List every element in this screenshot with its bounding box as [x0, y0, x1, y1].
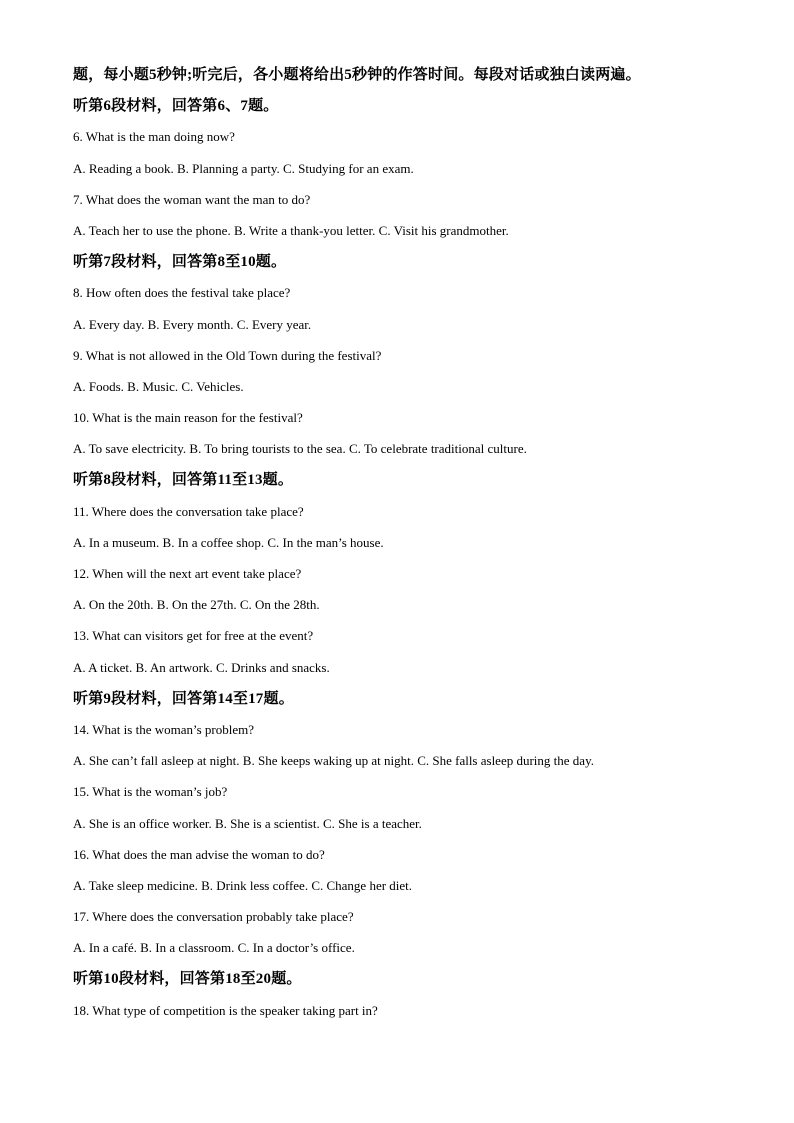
question-text: 16. What does the man advise the woman to do? — [73, 846, 325, 862]
answer-options: A. She is an office worker. B. She is a scientist. C. She is a teacher. — [73, 815, 422, 831]
question-text: 11. Where does the conversation take place? — [73, 503, 304, 519]
question-text: 15. What is the woman’s job? — [73, 784, 228, 800]
answer-options: A. Foods. B. Music. C. Vehicles. — [73, 378, 244, 394]
question-text: 14. What is the woman’s problem? — [73, 721, 255, 737]
answer-options: A. Every day. B. Every month. C. Every year. — [73, 316, 312, 332]
section-heading: 听第8段材料，回答第11至13题。 — [73, 472, 294, 489]
answer-options: A. Take sleep medicine. B. Drink less coffee. C. Change her diet. — [73, 877, 413, 893]
answer-options: A. In a café. B. In a classroom. C. In a doctor’s office. — [73, 940, 355, 956]
question-text: 12. When will the next art event take place? — [73, 566, 302, 581]
question-text: 17. Where does the conversation probably take place? — [73, 909, 354, 925]
section-heading: 听第10段材料，回答第18至20题。 — [73, 971, 302, 988]
answer-options: A. On the 20th. B. On the 27th. C. On the 28th. — [73, 597, 320, 613]
answer-options: A. In a museum. B. In a coffee shop. C. In the man’s house. — [73, 534, 384, 550]
question-text: 18. What type of competition is the speaker taking part in? — [73, 1002, 378, 1018]
answer-options: A. To save electricity. B. To bring tourists to the sea. C. To celebrate traditional culture. — [73, 441, 527, 457]
answer-options: A. She can’t fall asleep at night. B. She keeps waking up at night. C. She falls asleep during the day. — [73, 753, 594, 769]
question-text: 8. How often does the festival take place? — [73, 285, 291, 301]
section-heading: 听第9段材料，回答第14至17题。 — [73, 690, 294, 707]
section-heading: 听第7段材料，回答第8至10题。 — [73, 254, 287, 271]
section-heading: 听第6段材料，回答第6、7题。 — [73, 98, 279, 115]
document-page — [73, 64, 753, 1031]
answer-options: A. A ticket. B. An artwork. C. Drinks and snacks. — [73, 659, 330, 675]
question-list — [73, 95, 753, 1031]
question-text: 10. What is the main reason for the festival? — [73, 410, 303, 426]
question-text: 9. What is not allowed in the Old Town during the festival? — [73, 347, 382, 363]
answer-options: A. Reading a book. B. Planning a party. C. Studying for an exam. — [73, 160, 414, 176]
question-text: 13. What can visitors get for free at the event? — [73, 628, 314, 644]
intro-line: 题，每小题5秒钟;听完后，各小题将给出5秒钟的作答时间。每段对话或独白读两遍。 — [73, 67, 641, 83]
answer-options: A. Teach her to use the phone. B. Write a thank-you letter. C. Visit his grandmother. — [73, 222, 509, 238]
question-text: 6. What is the man doing now? — [73, 129, 235, 145]
question-text: 7. What does the woman want the man to do? — [73, 191, 311, 207]
